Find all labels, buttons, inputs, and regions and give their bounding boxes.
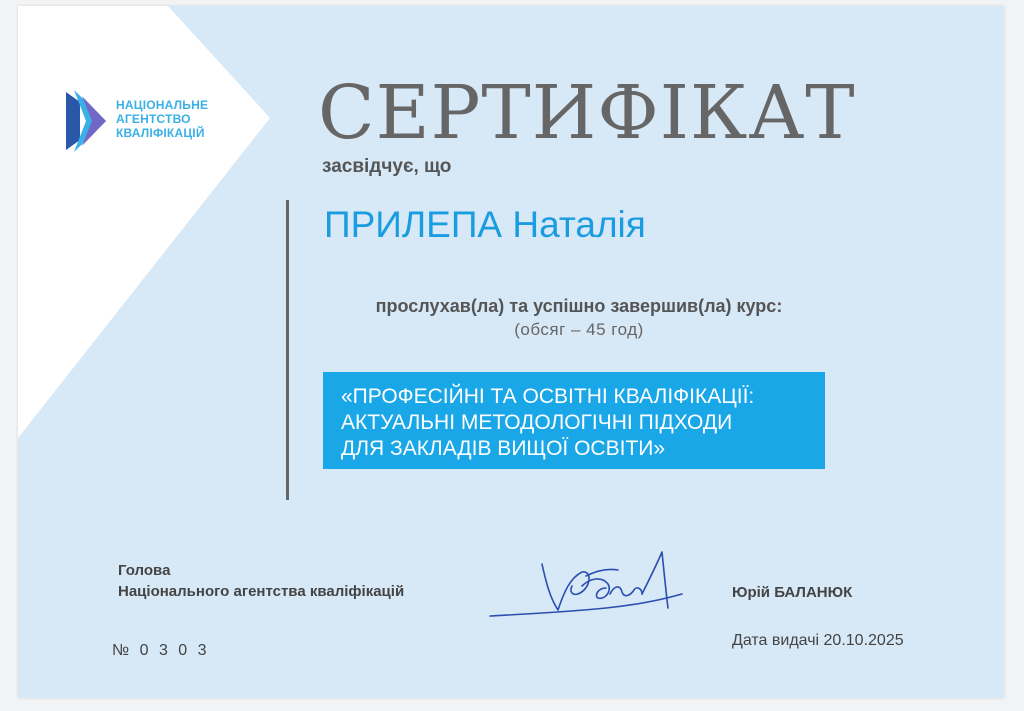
signatory-position-line-1: Голова bbox=[118, 562, 171, 579]
logo-line-2: АГЕНТСТВО bbox=[116, 112, 191, 126]
white-corner-triangle bbox=[18, 6, 278, 446]
vertical-divider bbox=[286, 200, 289, 500]
completed-course-text: прослухав(ла) та успішно завершив(ла) курс: bbox=[375, 296, 783, 316]
recipient-name: ПРИЛЕПА Наталія bbox=[324, 204, 646, 245]
agency-logo-icon bbox=[64, 88, 108, 154]
agency-logo bbox=[64, 88, 264, 168]
signatory-name: Юрій БАЛАНЮК bbox=[732, 584, 853, 601]
certificate-number: № 0 3 0 3 bbox=[112, 642, 210, 659]
agency-logo-text bbox=[116, 98, 208, 140]
course-title-line-2: АКТУАЛЬНІ МЕТОДОЛОГІЧНІ ПІДХОДИ bbox=[341, 411, 733, 434]
course-volume: (обсяг – 45 год) bbox=[514, 320, 644, 339]
certifies-text: засвідчує, що bbox=[322, 156, 452, 177]
logo-line-1: НАЦІОНАЛЬНЕ bbox=[116, 98, 209, 112]
course-title-line-3: ДЛЯ ЗАКЛАДІВ ВИЩОЇ ОСВІТИ» bbox=[341, 437, 666, 460]
signatory-position-line-2: Національного агентства кваліфікацій bbox=[118, 583, 405, 600]
handwritten-signature-icon bbox=[486, 542, 686, 622]
course-title-box bbox=[323, 372, 825, 469]
logo-line-3: КВАЛІФІКАЦІЙ bbox=[116, 126, 205, 140]
course-title-line-1: «ПРОФЕСІЙНІ ТА ОСВІТНІ КВАЛІФІКАЦІЇ: bbox=[341, 385, 755, 408]
certificate-title: СЕРТИФІКАТ bbox=[318, 70, 856, 156]
certificate bbox=[18, 6, 1004, 698]
signatory-position bbox=[118, 560, 404, 602]
issue-date: Дата видачі 20.10.2025 bbox=[732, 632, 904, 649]
